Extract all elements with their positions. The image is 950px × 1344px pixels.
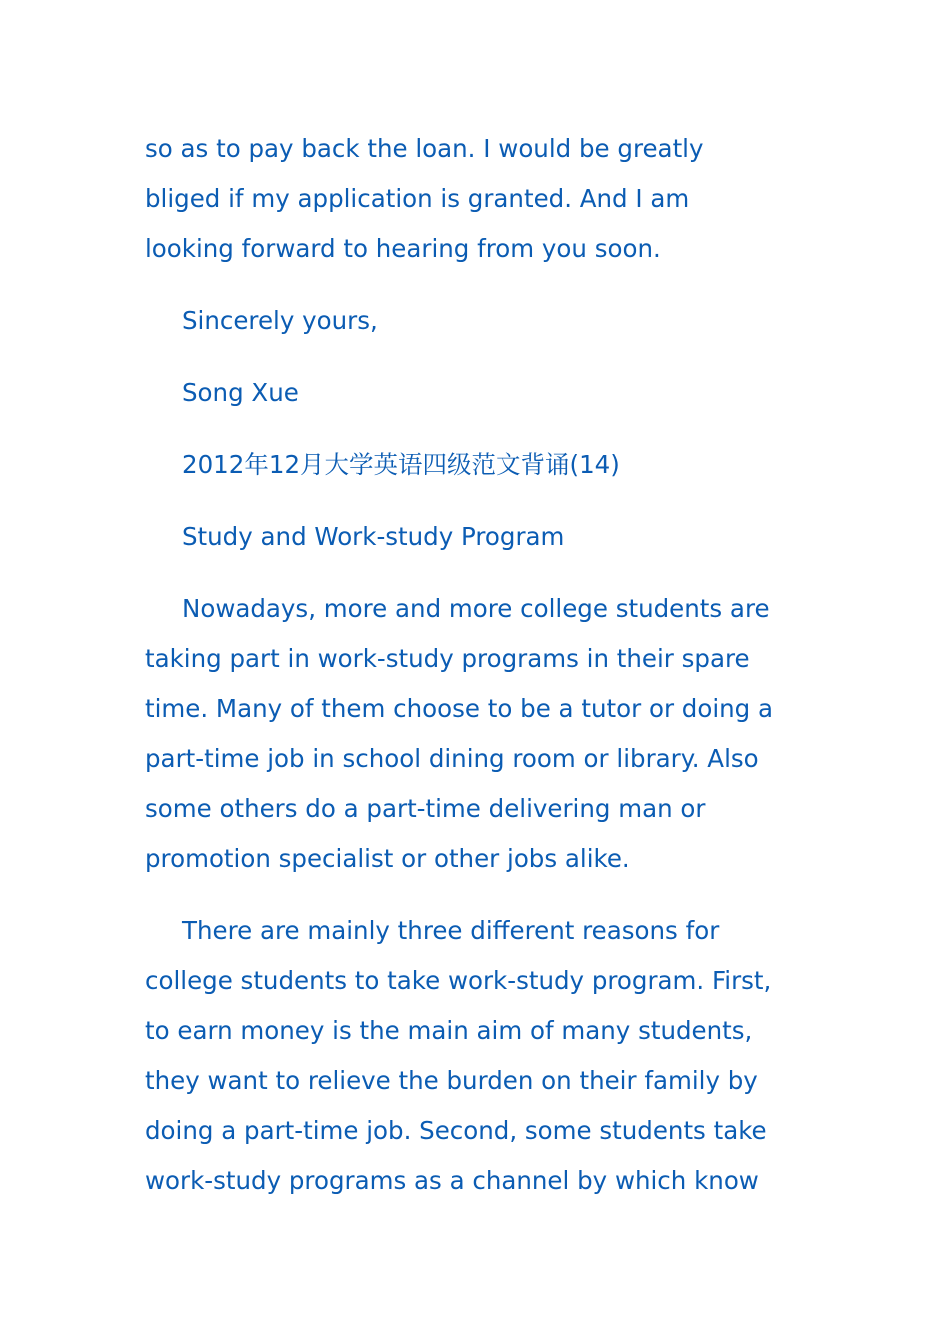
text-line: so as to pay back the loan. I would be greatly — [145, 134, 704, 163]
text-line: promotion specialist or other jobs alike. — [145, 844, 630, 873]
text-line: looking forward to hearing from you soon. — [145, 234, 661, 263]
text-line: college students to take work-study program. First, — [145, 966, 772, 995]
text-line: time. Many of them choose to be a tutor or doing a — [145, 694, 774, 723]
text-line: There are mainly three different reasons for — [182, 916, 720, 945]
text-line: part-time job in school dining room or library. Also — [145, 744, 759, 773]
signature — [145, 368, 810, 418]
text-line: Nowadays, more and more college students are — [182, 594, 770, 623]
salutation — [145, 296, 810, 346]
text-line: doing a part-time job. Second, some students take — [145, 1116, 767, 1145]
section-heading-text: 2012年12月大学英语四级范文背诵(14) — [182, 450, 620, 479]
essay-title-text: Study and Work-study Program — [182, 522, 565, 551]
text-line: to earn money is the main aim of many students, — [145, 1016, 753, 1045]
text-line: some others do a part-time delivering man or — [145, 794, 706, 823]
essay-paragraph — [145, 584, 810, 884]
salutation-text: Sincerely yours, — [182, 306, 378, 335]
essay-paragraph — [145, 906, 810, 1206]
text-line: they want to relieve the burden on their family by — [145, 1066, 758, 1095]
document-page — [145, 124, 810, 1228]
text-line: taking part in work-study programs in their spare — [145, 644, 750, 673]
text-line: work-study programs as a channel by which know — [145, 1166, 759, 1195]
text-line: bliged if my application is granted. And I am — [145, 184, 690, 213]
section-heading — [145, 440, 810, 490]
signature-name: Song Xue — [182, 378, 299, 407]
essay-title — [145, 512, 810, 562]
closing-paragraph — [145, 124, 810, 274]
